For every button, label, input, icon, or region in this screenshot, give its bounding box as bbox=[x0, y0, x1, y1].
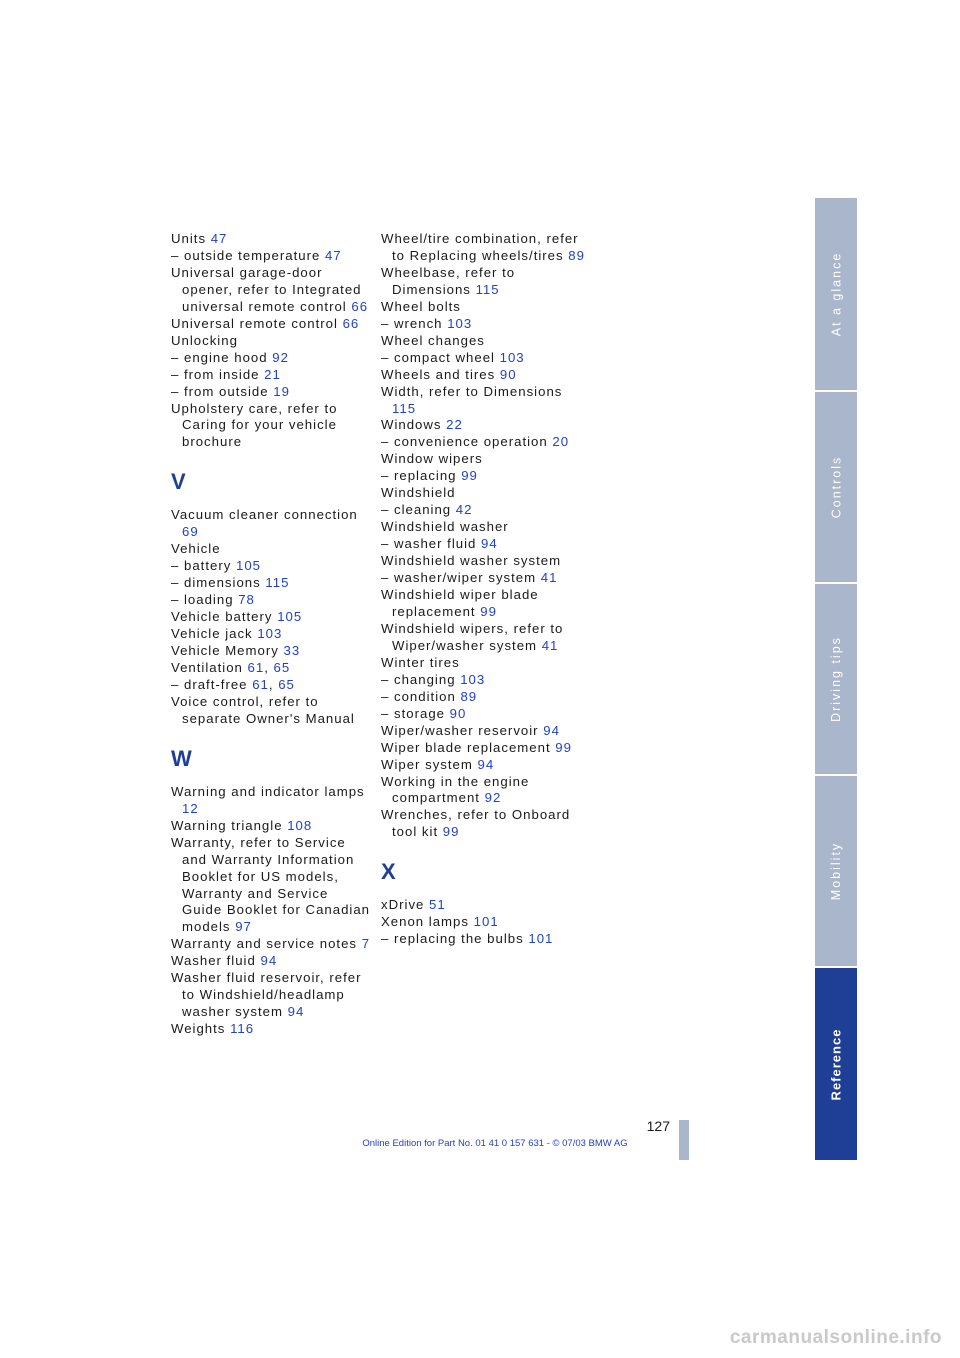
page-number: 127 bbox=[646, 1118, 670, 1134]
index-entry-text: – cleaning bbox=[381, 502, 452, 518]
index-entry-text: Ventilation bbox=[171, 659, 243, 675]
index-entry-text: Windshield wipers, refer to Wiper/washer system bbox=[381, 620, 564, 653]
index-entry-text: Working in the engine compartment bbox=[381, 773, 530, 806]
index-entry bbox=[381, 265, 591, 299]
page-reference-link[interactable]: 78 bbox=[238, 592, 255, 608]
index-entry bbox=[171, 265, 371, 316]
page-reference-link[interactable]: 33 bbox=[283, 643, 301, 659]
index-entry-text: Vehicle Memory bbox=[171, 643, 279, 659]
index-entry-text: Warranty and service notes bbox=[171, 936, 358, 952]
footer-edition-note: Online Edition for Part No. 01 41 0 157 631 - © 07/03 BMW AG bbox=[362, 1138, 628, 1149]
page-reference-link[interactable]: 51 bbox=[429, 897, 446, 913]
page-reference-link[interactable]: 105 bbox=[277, 609, 303, 625]
index-entry-text: Windshield wiper blade replacement bbox=[381, 587, 539, 619]
page-reference-link[interactable]: 115 bbox=[475, 281, 500, 297]
page-reference-link[interactable]: 61 bbox=[252, 676, 269, 692]
index-entry bbox=[381, 536, 591, 553]
page-reference-link[interactable]: 115 bbox=[265, 575, 290, 591]
index-entry-text: Washer fluid bbox=[171, 953, 256, 969]
page-reference-link[interactable]: 105 bbox=[236, 558, 262, 574]
sidebar-tab-label: Mobility bbox=[829, 841, 843, 901]
index-entry-text: Universal remote control bbox=[171, 315, 338, 331]
page-reference-link[interactable]: 90 bbox=[449, 705, 467, 721]
page-reference-link[interactable]: 89 bbox=[460, 688, 478, 704]
index-entry bbox=[171, 1021, 371, 1038]
page-reference-link[interactable]: 21 bbox=[264, 366, 281, 382]
index-entry bbox=[381, 621, 591, 655]
page-reference-link[interactable]: 103 bbox=[257, 626, 283, 642]
page-reference-link[interactable]: 94 bbox=[543, 722, 560, 738]
index-entry-text: Voice control, refer to separate Owner's Manual bbox=[171, 693, 355, 726]
page-reference-link[interactable]: 94 bbox=[260, 953, 278, 969]
index-entry bbox=[171, 592, 371, 609]
index-entry bbox=[381, 689, 591, 706]
index-entry-text: Window wipers bbox=[381, 451, 483, 467]
index-entry-text: Unlocking bbox=[171, 332, 238, 348]
index-entry bbox=[381, 553, 591, 570]
index-entry-text: Weights bbox=[171, 1021, 226, 1037]
page-reference-link[interactable]: 61 bbox=[247, 659, 265, 675]
page-reference-link[interactable]: 103 bbox=[460, 671, 486, 687]
index-entry bbox=[381, 231, 591, 265]
index-entry-text: Windshield washer bbox=[381, 519, 509, 535]
index-entry bbox=[171, 541, 371, 558]
index-entry bbox=[381, 914, 591, 931]
page-reference-link[interactable]: 108 bbox=[287, 817, 313, 833]
sidebar-tab-mobility[interactable] bbox=[815, 776, 857, 966]
page-reference-link[interactable]: 99 bbox=[555, 739, 572, 755]
section-sidebar bbox=[815, 198, 857, 1160]
index-entry bbox=[381, 502, 591, 519]
page-reference-link[interactable]: 99 bbox=[480, 603, 497, 619]
index-entry-text: Vehicle jack bbox=[171, 626, 253, 642]
index-entry bbox=[381, 931, 591, 948]
index-entry bbox=[381, 417, 591, 434]
index-entry bbox=[381, 740, 591, 757]
page-reference-link[interactable]: 89 bbox=[568, 247, 585, 263]
index-entry-text: Warning and indicator lamps bbox=[171, 783, 365, 799]
index-entry bbox=[381, 723, 591, 740]
index-entry-text: Vacuum cleaner connection bbox=[171, 507, 358, 523]
index-column-right bbox=[381, 231, 591, 948]
index-entry bbox=[381, 316, 591, 333]
index-entry-text: – outside temperature bbox=[171, 247, 321, 263]
sidebar-tab-controls[interactable] bbox=[815, 392, 857, 582]
page-reference-link[interactable]: 101 bbox=[528, 931, 554, 947]
index-entry bbox=[381, 451, 591, 468]
sidebar-tab-label: Driving tips bbox=[829, 636, 844, 722]
page-reference-link[interactable]: 115 bbox=[392, 400, 417, 416]
index-entry bbox=[381, 655, 591, 672]
index-entry-text: – dimensions bbox=[171, 575, 261, 591]
index-entry bbox=[171, 384, 371, 401]
index-entry bbox=[381, 672, 591, 689]
index-entry bbox=[171, 970, 371, 1021]
index-entry bbox=[381, 807, 591, 841]
index-entry bbox=[381, 570, 591, 587]
index-entry-text: Winter tires bbox=[381, 654, 460, 670]
page-reference-link[interactable]: 41 bbox=[540, 570, 558, 586]
page-reference-link[interactable]: 19 bbox=[273, 383, 290, 399]
index-entry bbox=[171, 626, 371, 643]
index-entry-text: Wiper blade replacement bbox=[381, 739, 551, 755]
index-entry-text: – replacing bbox=[381, 468, 457, 484]
index-entry-text: Wrenches, refer to Onboard tool kit bbox=[381, 807, 571, 840]
page-reference-link[interactable]: 94 bbox=[287, 1004, 305, 1020]
page-reference-link[interactable]: 66 bbox=[342, 315, 360, 331]
sidebar-tab-reference[interactable] bbox=[815, 968, 857, 1160]
index-entry-text: Wheel bolts bbox=[381, 298, 461, 314]
page-reference-link[interactable]: 99 bbox=[442, 824, 460, 840]
index-entry-text: Wheels and tires bbox=[381, 366, 496, 382]
page-reference-link[interactable]: 97 bbox=[235, 919, 252, 935]
index-entry-text: Universal garage-door opener, refer to Integrated universal remote control bbox=[171, 264, 362, 314]
index-entry bbox=[381, 757, 591, 774]
page-reference-link[interactable]: 47 bbox=[324, 247, 342, 263]
index-entry-text: Windows bbox=[381, 417, 442, 433]
page-reference-link[interactable]: 92 bbox=[484, 790, 502, 806]
index-entry bbox=[381, 299, 591, 316]
page-reference-link[interactable]: 12 bbox=[182, 800, 199, 816]
page-reference-link[interactable]: 69 bbox=[182, 524, 199, 540]
index-entry-text: – from inside bbox=[171, 366, 260, 382]
index-letter-heading: X bbox=[381, 859, 396, 885]
index-entry-text: Vehicle bbox=[171, 541, 221, 557]
sidebar-tab-driving-tips[interactable] bbox=[815, 584, 857, 774]
index-entry bbox=[381, 384, 591, 418]
index-entry: Ventilation 61, 65 bbox=[171, 659, 291, 675]
index-letter-heading: W bbox=[171, 745, 192, 771]
index-entry bbox=[171, 507, 371, 541]
index-entry bbox=[171, 231, 371, 248]
index-entry bbox=[171, 316, 371, 333]
index-entry bbox=[381, 434, 591, 451]
index-entry bbox=[171, 401, 371, 452]
index-entry-text: Vehicle battery bbox=[171, 609, 273, 625]
page-reference-link[interactable]: 20 bbox=[552, 434, 570, 450]
index-entry bbox=[381, 706, 591, 723]
watermark: carmanualsonline.info bbox=[729, 1327, 942, 1348]
index-entry bbox=[381, 468, 591, 485]
index-entry-text: – battery bbox=[171, 558, 232, 574]
page-reference-link[interactable]: 94 bbox=[477, 756, 495, 772]
index-entry-text: Width, refer to Dimensions bbox=[381, 383, 563, 399]
index-entry-text: Warranty, refer to Service and Warranty Information Booklet for US models, Warranty and Service Guide Booklet for Canadian models bbox=[171, 834, 371, 935]
index-entry bbox=[381, 333, 591, 350]
index-entry-text: Washer fluid reservoir, refer to Windshield/headlamp washer system bbox=[171, 970, 362, 1020]
index-entry-text: – storage bbox=[381, 705, 445, 721]
index-entry bbox=[171, 835, 371, 937]
page-reference-link[interactable]: 65 bbox=[273, 659, 291, 675]
index-entry bbox=[171, 575, 371, 592]
index-entry bbox=[381, 485, 591, 502]
index-entry bbox=[171, 350, 371, 367]
page-reference-link[interactable]: 101 bbox=[473, 914, 499, 930]
page-reference-link[interactable]: 94 bbox=[481, 536, 498, 552]
page-reference-link[interactable]: 41 bbox=[541, 637, 559, 653]
index-entry-text: – engine hood bbox=[171, 349, 268, 365]
page-reference-link[interactable]: 42 bbox=[455, 502, 473, 518]
index-entry-text: Wheel changes bbox=[381, 332, 485, 348]
sidebar-tab-label: At a glance bbox=[829, 251, 844, 337]
index-entry-text: Wheelbase, refer to Dimensions bbox=[381, 264, 516, 297]
page-reference-link[interactable]: 116 bbox=[230, 1021, 255, 1037]
index-entry bbox=[171, 643, 371, 660]
index-entry-text: – washer fluid bbox=[381, 536, 477, 552]
index-entry bbox=[171, 248, 371, 265]
index-entry: – draft-free 61, 65 bbox=[171, 676, 295, 692]
index-entry bbox=[381, 774, 591, 808]
index-entry-text: Wiper/washer reservoir bbox=[381, 722, 539, 738]
index-entry bbox=[171, 558, 371, 575]
index-entry-text: xDrive bbox=[381, 897, 425, 913]
index-entry-text: Wiper system bbox=[381, 756, 473, 772]
index-entry-text: – draft-free bbox=[171, 676, 248, 692]
sidebar-tab-label: Controls bbox=[829, 455, 844, 519]
index-entry bbox=[171, 936, 371, 953]
index-letter-heading: V bbox=[171, 469, 186, 495]
index-entry-text: Xenon lamps bbox=[381, 914, 469, 930]
page-reference-link[interactable]: 92 bbox=[272, 349, 289, 365]
index-entry-text: – loading bbox=[171, 592, 234, 608]
sidebar-tab-label: Reference bbox=[828, 1028, 844, 1100]
index-entry-text: Upholstery care, refer to Caring for your vehicle brochure bbox=[171, 400, 338, 450]
page-reference-link[interactable]: 47 bbox=[210, 231, 228, 246]
index-entry bbox=[171, 953, 371, 970]
index-entry-text: Units bbox=[171, 231, 207, 246]
index-entry-text: – condition bbox=[381, 688, 456, 704]
sidebar-tab-at-a-glance[interactable] bbox=[815, 198, 857, 390]
page-reference-link[interactable]: 22 bbox=[446, 417, 463, 433]
index-entry-text: Warning triangle bbox=[171, 817, 283, 833]
index-entry-text: Wheel/tire combination, refer to Replacing wheels/tires bbox=[381, 231, 579, 263]
index-entry-text: – convenience operation bbox=[381, 434, 548, 450]
index-entry-text: – compact wheel bbox=[381, 349, 495, 365]
page-reference-link[interactable]: 65 bbox=[278, 676, 295, 692]
index-entry-text: – washer/wiper system bbox=[381, 570, 537, 586]
page-reference-link[interactable]: 90 bbox=[499, 366, 517, 382]
index-entry-text: – wrench bbox=[381, 315, 443, 331]
index-entry-text: – changing bbox=[381, 671, 456, 687]
index-entry-text: Windshield bbox=[381, 485, 456, 501]
page-reference-link[interactable]: 103 bbox=[447, 315, 473, 331]
index-entry bbox=[171, 609, 371, 626]
page-reference-link[interactable]: 66 bbox=[351, 298, 369, 314]
index-entry bbox=[381, 350, 591, 367]
index-entry-text: – replacing the bulbs bbox=[381, 931, 524, 947]
index-entry bbox=[171, 367, 371, 384]
index-entry bbox=[381, 897, 591, 914]
page-reference-link[interactable]: 99 bbox=[461, 468, 478, 484]
index-entry bbox=[171, 784, 371, 818]
index-entry-text: – from outside bbox=[171, 383, 269, 399]
index-entry bbox=[171, 818, 371, 835]
index-entry-text: Windshield washer system bbox=[381, 553, 562, 569]
index-entry bbox=[171, 333, 371, 350]
page-reference-link[interactable]: 7 bbox=[361, 936, 371, 952]
index-entry bbox=[381, 519, 591, 536]
index-column-left bbox=[171, 231, 371, 1038]
page-reference-link[interactable]: 103 bbox=[499, 349, 525, 365]
index-entry bbox=[381, 587, 591, 621]
index-entry bbox=[171, 694, 371, 728]
index-entry bbox=[381, 367, 591, 384]
